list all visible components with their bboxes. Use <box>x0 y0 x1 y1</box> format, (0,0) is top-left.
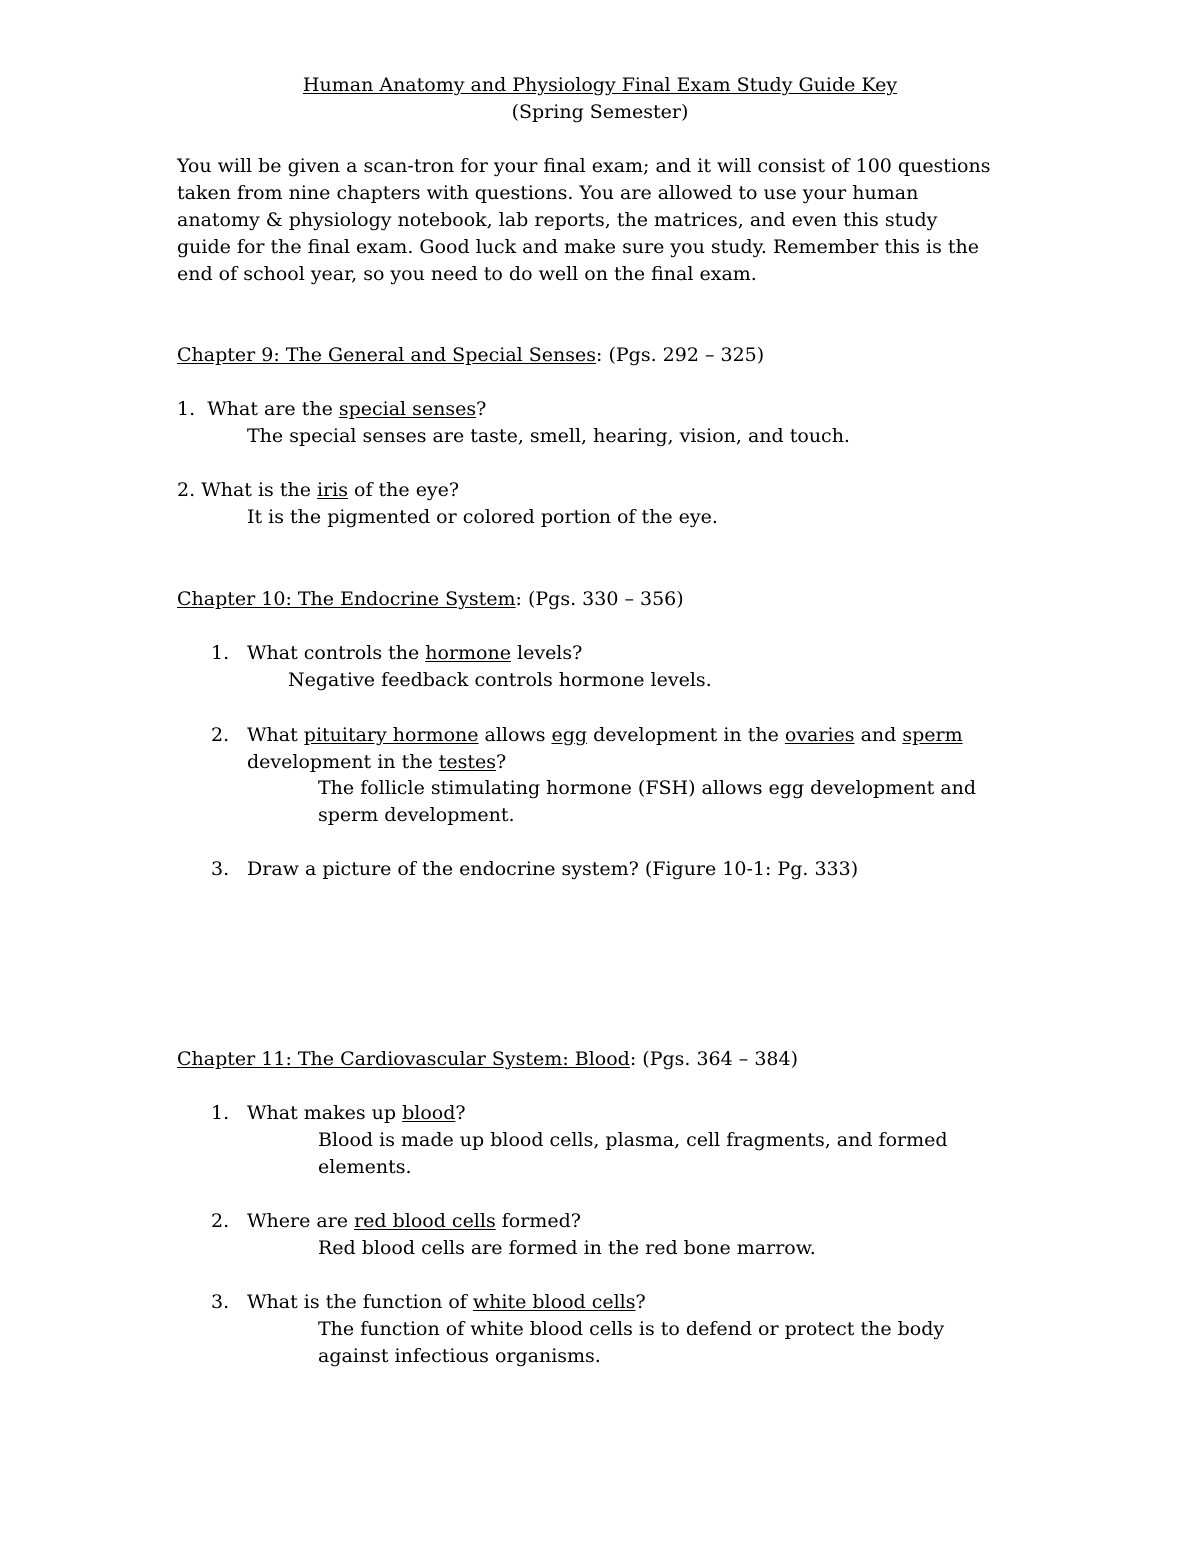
chapter-10-title: Chapter 10: The Endocrine System <box>177 588 516 610</box>
ch10-question-2-number: 2. <box>211 724 230 746</box>
question-text-end: ? <box>455 1102 466 1124</box>
ch11-question-2-number: 2. <box>211 1210 230 1232</box>
ch10-question-2-line-1 <box>247 722 963 749</box>
ch11-question-1 <box>247 1100 466 1127</box>
ch9-question-2 <box>177 477 459 504</box>
ch11-question-3 <box>247 1289 646 1316</box>
ch11-answer-3-line-1: The function of white blood cells is to defend or protect the body <box>318 1318 945 1340</box>
key-term: iris <box>316 479 348 501</box>
ch11-question-3-number: 3. <box>211 1291 230 1313</box>
question-text-end: levels? <box>510 642 583 664</box>
key-term: testes <box>438 751 497 773</box>
chapter-9-heading <box>177 342 764 369</box>
question-text: Where are <box>247 1210 355 1232</box>
ch11-answer-2: Red blood cells are formed in the red bone marrow. <box>318 1237 816 1259</box>
key-term: ovaries <box>784 724 855 746</box>
question-text: What controls the <box>247 642 426 664</box>
intro-line-4: guide for the final exam. Good luck and make sure you study. Remember this is the <box>177 236 980 258</box>
key-term: blood <box>402 1102 456 1124</box>
question-text-end: formed? <box>495 1210 581 1232</box>
ch11-answer-1-line-2: elements. <box>318 1156 412 1178</box>
ch11-question-1-number: 1. <box>211 1102 230 1124</box>
chapter-11-title: Chapter 11: The Cardiovascular System: Blood <box>177 1048 630 1070</box>
intro-line-5: end of school year, so you need to do well on the final exam. <box>177 263 757 285</box>
intro-line-2: taken from nine chapters with questions. You are allowed to use your human <box>177 182 919 204</box>
ch10-question-1 <box>247 640 582 667</box>
question-text-end: ? <box>476 398 487 420</box>
chapter-11-pages: : (Pgs. 364 – 384) <box>629 1048 798 1070</box>
question-text: What <box>247 724 304 746</box>
key-term: sperm <box>902 724 963 746</box>
key-term: red blood cells <box>354 1210 496 1232</box>
ch10-answer-2-line-1: The follicle stimulating hormone (FSH) allows egg development and <box>318 777 977 799</box>
ch10-question-2-line-2 <box>247 749 506 776</box>
ch10-question-3-number: 3. <box>211 858 230 880</box>
key-term: hormone <box>425 642 511 664</box>
ch10-answer-1: Negative feedback controls hormone levels. <box>288 669 712 691</box>
chapter-9-pages: : (Pgs. 292 – 325) <box>596 344 765 366</box>
intro-line-3: anatomy & physiology notebook, lab reports, the matrices, and even this study <box>177 209 938 231</box>
document-subtitle: (Spring Semester) <box>511 101 689 123</box>
question-text: and <box>854 724 903 746</box>
key-term: white blood cells <box>472 1291 636 1313</box>
chapter-10-pages: : (Pgs. 330 – 356) <box>515 588 684 610</box>
document-title <box>0 72 1200 99</box>
chapter-9-title: Chapter 9: The General and Special Senses <box>177 344 597 366</box>
ch11-question-2 <box>247 1208 581 1235</box>
question-number: 1. <box>177 398 196 420</box>
ch9-question-1 <box>177 396 486 423</box>
key-term: special senses <box>338 398 477 420</box>
question-text-end: ? <box>496 751 507 773</box>
ch9-answer-2: It is the pigmented or colored portion of the eye. <box>247 506 718 528</box>
ch9-answer-1: The special senses are taste, smell, hearing, vision, and touch. <box>247 425 850 447</box>
question-text-end: ? <box>635 1291 646 1313</box>
question-text: development in the <box>587 724 785 746</box>
key-term: egg <box>551 724 588 746</box>
question-number: 2. <box>177 479 196 501</box>
question-text-end: of the eye? <box>347 479 460 501</box>
ch10-question-1-number: 1. <box>211 642 230 664</box>
question-text: What is the <box>201 479 317 501</box>
intro-line-1: You will be given a scan-tron for your final exam; and it will consist of 100 questions <box>177 155 991 177</box>
question-text: development in the <box>247 751 439 773</box>
ch10-question-3: Draw a picture of the endocrine system? (Figure 10-1: Pg. 333) <box>247 858 859 880</box>
chapter-10-heading <box>177 586 684 613</box>
ch11-answer-1-line-1: Blood is made up blood cells, plasma, cell fragments, and formed <box>318 1129 948 1151</box>
question-text: What is the function of <box>247 1291 473 1313</box>
ch11-answer-3-line-2: against infectious organisms. <box>318 1345 601 1367</box>
question-text: What are the <box>207 398 339 420</box>
question-text: What makes up <box>247 1102 403 1124</box>
title-text: Human Anatomy and Physiology Final Exam Study Guide Key <box>302 74 898 96</box>
question-text: allows <box>478 724 552 746</box>
ch10-answer-2-line-2: sperm development. <box>318 804 515 826</box>
key-term: pituitary hormone <box>303 724 479 746</box>
chapter-11-heading <box>177 1046 798 1073</box>
